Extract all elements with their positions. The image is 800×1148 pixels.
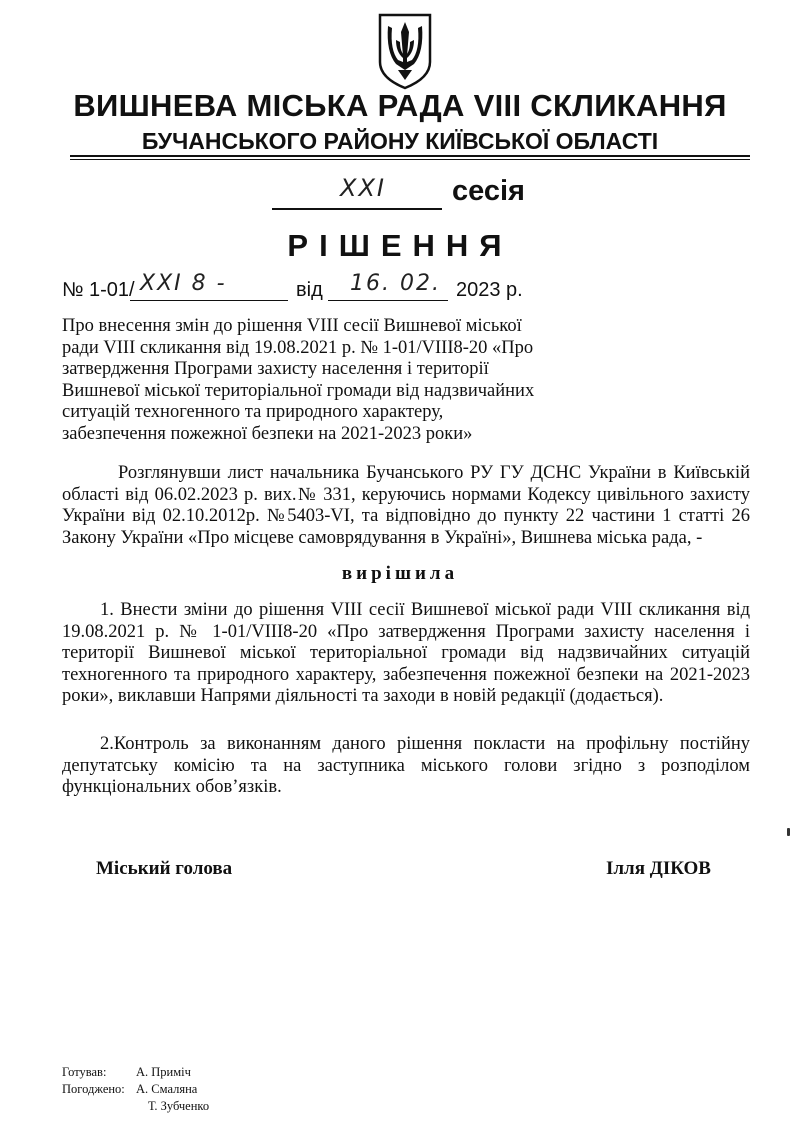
header-divider-thick [70,155,750,157]
agreed-by-label: Погоджено: [62,1082,125,1096]
signature-role: Міський голова [96,858,233,879]
decision-number-handwritten: XXI 8 - [140,271,227,296]
resolution-item-1 [62,600,750,708]
agreed-by-name: Т. Зубченко [148,1099,210,1113]
subject-line: затвердження Програми захисту населення і території [62,359,489,379]
trident-coat-of-arms-icon [376,12,434,90]
council-title: ВИШНЕВА МІСЬКА РАДА VIII СКЛИКАННЯ [73,88,727,123]
item-line: функціональних обов’язків. [62,777,282,797]
resolution-item-2 [62,734,750,799]
decision-subject [62,316,562,445]
scan-mark [787,828,790,836]
item-line: 1. Внести зміни до рішення VIII сесії Вишневої міської ради VIII скликання від [100,600,750,620]
decision-title: РІШЕННЯ [287,228,513,263]
session-label: сесія [452,175,525,207]
subject-line: ситуацій техногенного та природного характеру, [62,402,444,422]
session-number-handwritten: XXI [340,174,386,202]
decision-year: 2023 р. [456,279,523,301]
preamble-line: області від 06.02.2023 р. вих.№ 331, керуючись нормами Кодексу цивільного захисту [62,484,750,505]
item-line: депутатську комісію та на заступника міського голови згідно з розподілом [62,755,750,776]
decision-date-handwritten: 16. 02. [350,271,441,296]
subject-line: Про внесення змін до рішення VIII сесії Вишневої міської [62,316,522,336]
resolved-heading: вирішила [341,563,459,584]
decision-number-prefix: № 1-01/ [62,279,135,301]
agreed-by-name: А. Смаляна [136,1082,198,1096]
header-divider-thin [70,159,750,160]
signature-name: Ілля ДІКОВ [606,858,711,879]
district-subtitle: БУЧАНСЬКОГО РАЙОНУ КИЇВСЬКОЇ ОБЛАСТІ [141,128,659,154]
item-line: 2.Контроль за виконанням даного рішення покласти на профільну постійну [100,734,750,754]
preamble-line: України від 02.10.2012р. №5403-VI, та відповідно до пункту 22 частини 1 статті 26 [62,506,750,526]
preamble-line: Закону України «Про місцеве самоврядування в Україні», Вишнева міська рада, - [62,527,703,548]
prepared-by-label: Готував: [62,1065,107,1079]
prepared-by-name: А. Приміч [136,1065,191,1079]
preamble-paragraph [62,463,750,549]
item-line: 19.08.2021 р. № 1-01/VIII8-20 «Про затвердження Програми захисту населення і [62,621,750,642]
item-line: території Вишневої міської територіальної громади від надзвичайних ситуацій [62,643,750,663]
item-line: роки», виклавши Напрями діяльності та заходи в новій редакції (додається). [62,686,664,706]
subject-line: ради VIII скликання від 19.08.2021 р. № 1-01/VIII8-20 «Про [62,337,534,358]
date-from-label: від [296,279,323,301]
item-line: техногенного та природного характеру, забезпечення пожежної безпеки на 2021-2023 [62,664,750,685]
subject-line: забезпечення пожежної безпеки на 2021-2023 роки» [62,423,473,444]
preamble-line: Розглянувши лист начальника Бучанського РУ ГУ ДСНС України в Київській [118,463,750,483]
subject-line: Вишневої міської територіальної громади від надзвичайних [62,380,535,401]
